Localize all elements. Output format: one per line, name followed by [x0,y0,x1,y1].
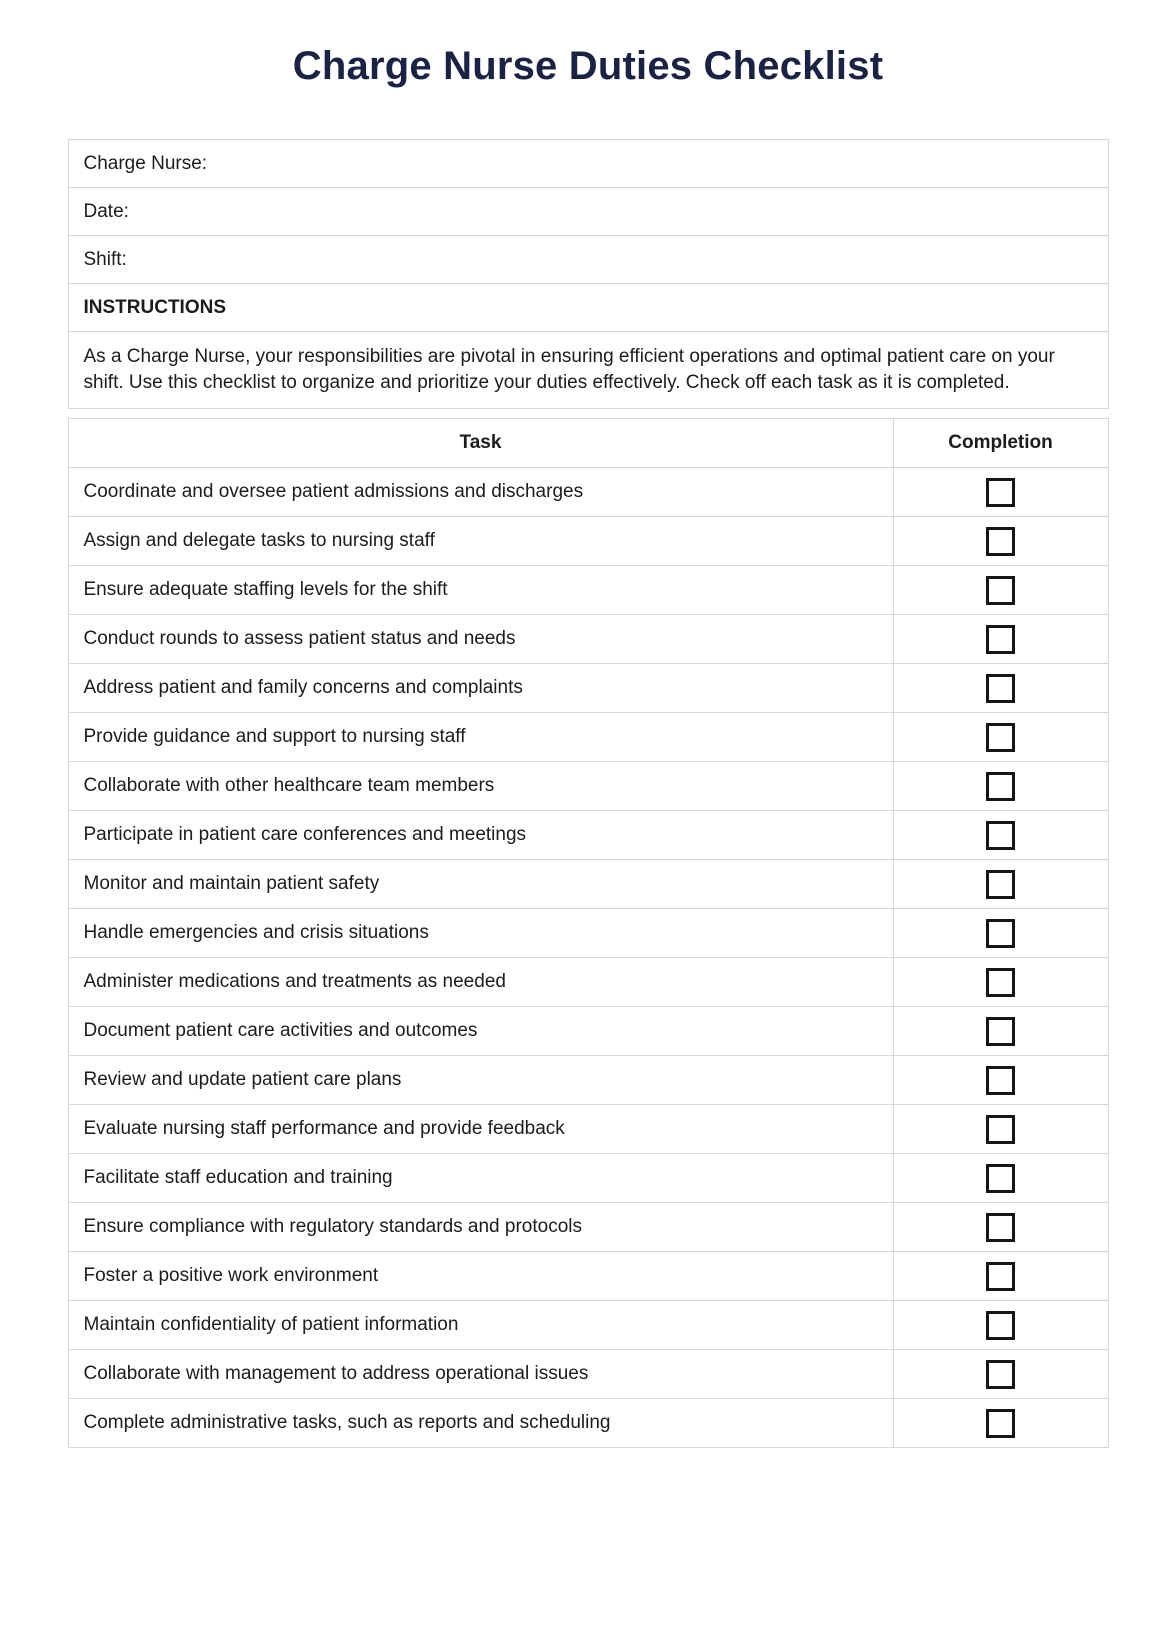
task-row [68,566,1108,615]
task-row [68,958,1108,1007]
info-fill-in-field[interactable]: Date: [68,188,1108,236]
completion-checkbox[interactable] [986,919,1015,948]
task-table-header [68,419,1108,468]
completion-cell [893,664,1108,713]
completion-checkbox[interactable] [986,1360,1015,1389]
completion-cell [893,468,1108,517]
task-label: Ensure adequate staffing levels for the shift [68,566,893,615]
completion-cell [893,1007,1108,1056]
completion-cell [893,713,1108,762]
info-row [68,188,1108,236]
task-table-body [68,468,1108,1448]
task-label: Conduct rounds to assess patient status and needs [68,615,893,664]
task-row [68,811,1108,860]
task-row [68,762,1108,811]
completion-cell [893,860,1108,909]
task-label: Handle emergencies and crisis situations [68,909,893,958]
completion-cell [893,517,1108,566]
task-label: Ensure compliance with regulatory standards and protocols [68,1203,893,1252]
task-row [68,1399,1108,1448]
completion-cell [893,1301,1108,1350]
completion-cell [893,1154,1108,1203]
completion-checkbox[interactable] [986,1017,1015,1046]
completion-checkbox[interactable] [986,478,1015,507]
task-label: Collaborate with management to address operational issues [68,1350,893,1399]
instructions-text-row [68,332,1108,409]
info-fill-in-field[interactable]: Shift: [68,236,1108,284]
task-label: Provide guidance and support to nursing staff [68,713,893,762]
task-label: Assign and delegate tasks to nursing staff [68,517,893,566]
task-label: Maintain confidentiality of patient information [68,1301,893,1350]
task-row [68,1154,1108,1203]
completion-cell [893,762,1108,811]
completion-checkbox[interactable] [986,1409,1015,1438]
task-row [68,909,1108,958]
task-label: Foster a positive work environment [68,1252,893,1301]
completion-cell [893,958,1108,1007]
task-label: Collaborate with other healthcare team members [68,762,893,811]
task-row [68,664,1108,713]
completion-checkbox[interactable] [986,625,1015,654]
completion-cell [893,811,1108,860]
task-column-header: Task [68,419,893,468]
instructions-heading: INSTRUCTIONS [68,284,1108,332]
info-row [68,236,1108,284]
document-page [68,0,1109,1528]
completion-checkbox[interactable] [986,674,1015,703]
task-row [68,1105,1108,1154]
task-label: Coordinate and oversee patient admissions and discharges [68,468,893,517]
completion-checkbox[interactable] [986,1213,1015,1242]
info-fields-body [68,140,1108,284]
completion-checkbox[interactable] [986,1262,1015,1291]
completion-cell [893,566,1108,615]
task-label: Participate in patient care conferences and meetings [68,811,893,860]
task-header-row [68,419,1108,468]
instructions-heading-row [68,284,1108,332]
completion-cell [893,1203,1108,1252]
completion-column-header: Completion [893,419,1108,468]
completion-cell [893,1350,1108,1399]
instructions-text: As a Charge Nurse, your responsibilities are pivotal in ensuring efficient operations and optimal patient care on your shift. Use this checklist to organize and prioritize your duties effectively. Check off each task as it is completed. [68,332,1108,409]
task-table [68,418,1109,1448]
completion-cell [893,909,1108,958]
instructions-body [68,284,1108,409]
info-fill-in-field[interactable]: Charge Nurse: [68,140,1108,188]
task-label: Administer medications and treatments as needed [68,958,893,1007]
completion-checkbox[interactable] [986,527,1015,556]
task-row [68,860,1108,909]
info-table [68,139,1109,409]
completion-checkbox[interactable] [986,968,1015,997]
info-row [68,140,1108,188]
completion-checkbox[interactable] [986,576,1015,605]
completion-checkbox[interactable] [986,1311,1015,1340]
completion-checkbox[interactable] [986,772,1015,801]
task-label: Review and update patient care plans [68,1056,893,1105]
task-row [68,1350,1108,1399]
completion-cell [893,1056,1108,1105]
completion-checkbox[interactable] [986,723,1015,752]
task-row [68,1252,1108,1301]
completion-checkbox[interactable] [986,1115,1015,1144]
task-row [68,468,1108,517]
task-row [68,615,1108,664]
task-label: Monitor and maintain patient safety [68,860,893,909]
completion-cell [893,1399,1108,1448]
completion-checkbox[interactable] [986,870,1015,899]
task-label: Evaluate nursing staff performance and provide feedback [68,1105,893,1154]
completion-cell [893,1252,1108,1301]
task-label: Document patient care activities and outcomes [68,1007,893,1056]
completion-cell [893,615,1108,664]
page-title: Charge Nurse Duties Checklist [292,44,884,88]
completion-checkbox[interactable] [986,1066,1015,1095]
task-row [68,1203,1108,1252]
task-label: Facilitate staff education and training [68,1154,893,1203]
task-row [68,517,1108,566]
completion-checkbox[interactable] [986,821,1015,850]
task-label: Address patient and family concerns and complaints [68,664,893,713]
completion-checkbox[interactable] [986,1164,1015,1193]
task-row [68,1007,1108,1056]
task-row [68,1301,1108,1350]
task-row [68,1056,1108,1105]
task-label: Complete administrative tasks, such as reports and scheduling [68,1399,893,1448]
completion-cell [893,1105,1108,1154]
task-row [68,713,1108,762]
